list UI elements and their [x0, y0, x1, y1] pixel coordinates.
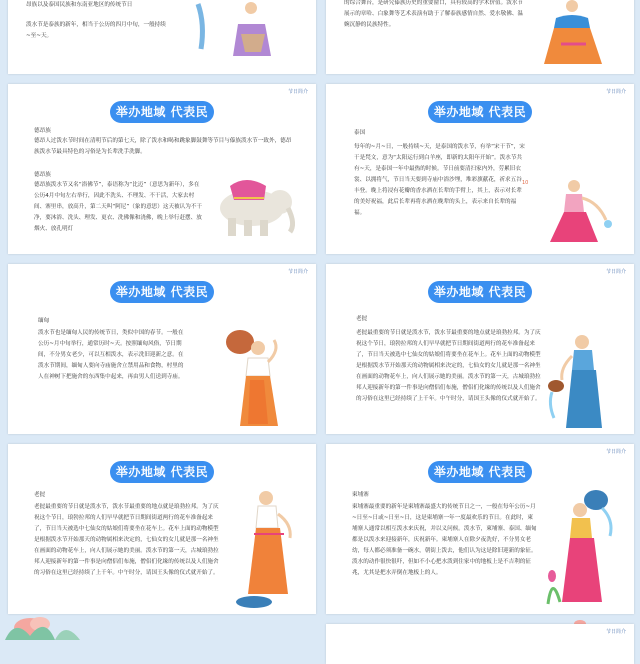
slide-subtitle: 老挝 [34, 492, 46, 498]
slide-subtitle: 德昂族 [34, 172, 51, 178]
slide-deang [8, 84, 316, 254]
slide-title-banner: 举办地域 代表民族 [428, 101, 532, 123]
slide-paragraph: 每年的~月~日，一般持续~天，是泰国的泼水节，有举“宋干节”，宋干是梵文，意为“太阳运行到白羊座，即新的太阳年开始”。泼水节共有~天，是泰国一年中最热的时候。节日前要清扫家内外，劳累旧衣裳、以拥将气，节日当天要到寺庙中浴沙埋，堆彩旗献花，祈求五谷丰登。晚上将浸有花瓣的香水洒在长辈的手臂上，其上，表示对长辈的美好祝福，此后长辈再将水洒在晚辈的头上，表示来自长辈的福福。 [354, 144, 525, 216]
dancer-pouring-water-illustration [542, 328, 622, 432]
slide-subtitle: 缅甸 [38, 318, 50, 324]
section-tag: 节日简介 [287, 89, 308, 95]
slide-paragraph: 德昂族泼水节又名“浴佛节”，泰语称为“比迈”（意思为新年），多在公历4月中旬左右举行，因此不洗头、不理发、不干活，大家去村间、寨里串，放高升，第二天叫“阿尼”（象的意思）这天被认为不干净，要沐浴、洗头、理发、更衣、洗佛像和浇佛，晚上举行赶摆、放烟火、放孔明灯 [34, 182, 203, 232]
section-tag: 节日简介 [605, 269, 626, 275]
slide-paragraph: 德昂人过泼水节时间在清明节后的第七天，除了泼水和喝和跳象脚鼓舞等节目与傣族泼水节一致外，德昂族泼水节最具特色的习俗是为长辈洗手洗脚。 [34, 138, 292, 155]
dancer-with-water-jar-illustration [204, 320, 300, 430]
section-tag: 节日简介 [287, 269, 308, 275]
elephant-illustration [206, 168, 302, 238]
slide-laos-2 [8, 444, 316, 614]
dancer-illustration [526, 172, 616, 252]
dancer-illustration [193, 0, 283, 70]
slide-title-banner: 举办地域 代表民族 [428, 461, 532, 483]
dancer-with-basin-illustration [224, 484, 308, 610]
slide-subtitle: 德昂族 [34, 128, 51, 134]
dancer-illustration [526, 0, 616, 70]
slide-subtitle: 柬埔寨 [352, 492, 369, 498]
slide-cambodia [326, 444, 634, 614]
slide-paragraph: 柬埔寨最重要的新年是柬埔寨最盛大的传统节日之一，一般在每年公历~月~日至~日或~日至~日，这是柬埔寨一年一度最欢乐的节日。在此时，柬埔寨人通常以相互泼水来庆祝，并以义问候。泼水节，柬埔寨、泰国、缅甸都是以泼水来迎接新年，庆祝新年。柬埔寨人在除夕夜洗好，不分男女老幼，每人都必须准备一碗水，朝街上泼去，他们认为这是除旧迎新的象征。泼水的动作很快很吓，但如不小心把水泼到住家中的地板上是不吉利的征兆，尤其是把水弄倒在地板上的人。 [352, 504, 537, 576]
slide-subtitle: 泰国 [354, 130, 366, 136]
slide-paragraph: 昂族以及泰国民族和东南亚地区的传统节日 [26, 2, 133, 8]
slide-top-left [8, 0, 316, 74]
slide-top-right [326, 0, 634, 74]
slide-paragraph: 泼水节也是缅甸人民的传统节日，类似中国的春节。一般在公历~月中旬举行，通常历时~天。按照缅甸风俗，节日期间，不分男女老少，可以互相泼水，表示洗旧迎新之意。在泼水节期间，缅甸人要向寺庙施舍立禁用品和食物，村里的人在神树下把施舍的东西集中起来，再由男人们送到寺庙。 [38, 330, 184, 380]
dancer-with-vase-illustration [540, 484, 624, 610]
slide-laos [326, 264, 634, 434]
page-badge: 10 [522, 180, 529, 186]
slide-paragraph: 泼水节是泰族的新年，相当于公历的四月中旬，一般持续~至~天。 [26, 22, 166, 39]
slide-title-banner: 举办地域 代表民族 [428, 281, 532, 303]
section-tag: 节日简介 [605, 449, 626, 455]
slide-bottom-partial [326, 624, 634, 664]
slide-title-banner: 举办地域 代表民族 [110, 101, 214, 123]
slide-paragraph: 的综合舞台，是研究傣族历史的重要窗口，具有较高的学术价值。泼水节展示的章哈、白象舞等艺术表演有助于了解泰族感情自然、爱水敬佛、温婉沉静的民族特性。 [344, 0, 524, 28]
slide-paragraph: 老挝最重要的节日就是泼水节，泼水节最重要的地点就是琅勃拉邦。为了庆祝这个节日，琅勃拉邦的人们早早就把节日期间街道两行的花车准备起来了，节日当天被选中七仙女的姑娘们将要坐在花车上。花车上面的动物模型是根据泼水节开始那天的动物属相来决定的，七仙女的女儿就是那一名神坐在画面的动物花车上，向人们展示她的美丽。泼水节的第一天，古城琅勃拉邦人迎接新年的第一件事是向僧侣们布施，僧侣们化缘的传统以及人们施舍的习俗在这里已经持续了上千年。中午时分，请国王头像的仪式就开始了。 [356, 330, 541, 402]
slide-title-banner: 举办地域 代表民族 [110, 281, 214, 303]
section-tag: 节日简介 [605, 89, 626, 95]
slide-subtitle: 老挝 [356, 316, 368, 322]
slide-paragraph: 老挝最重要的节日就是泼水节，泼水节最重要的地点就是琅勃拉邦。为了庆祝这个节日，琅勃拉邦的人们早早就把节日期间街道两行的花车准备起来了，节日当天被选中七仙女的姑娘们将要坐在花车上。花车上面的动物模型是根据泼水节开始那天的动物属相来决定的，七仙女的女儿就是那一名神坐在画面的动物花车上，向人们展示她的美丽。泼水节的第一天，古城琅勃拉邦人迎接新年的第一件事是向僧侣们布施，僧侣们化缘的传统以及人们施舍的习俗在这里已经持续了上千年。中午时分，请国王头像的仪式就开始了。 [34, 504, 219, 576]
slide-title-banner: 举办地域 代表民族 [110, 461, 214, 483]
slide-thailand [326, 84, 634, 254]
section-tag: 节日简介 [605, 629, 626, 635]
slide-myanmar [8, 264, 316, 434]
